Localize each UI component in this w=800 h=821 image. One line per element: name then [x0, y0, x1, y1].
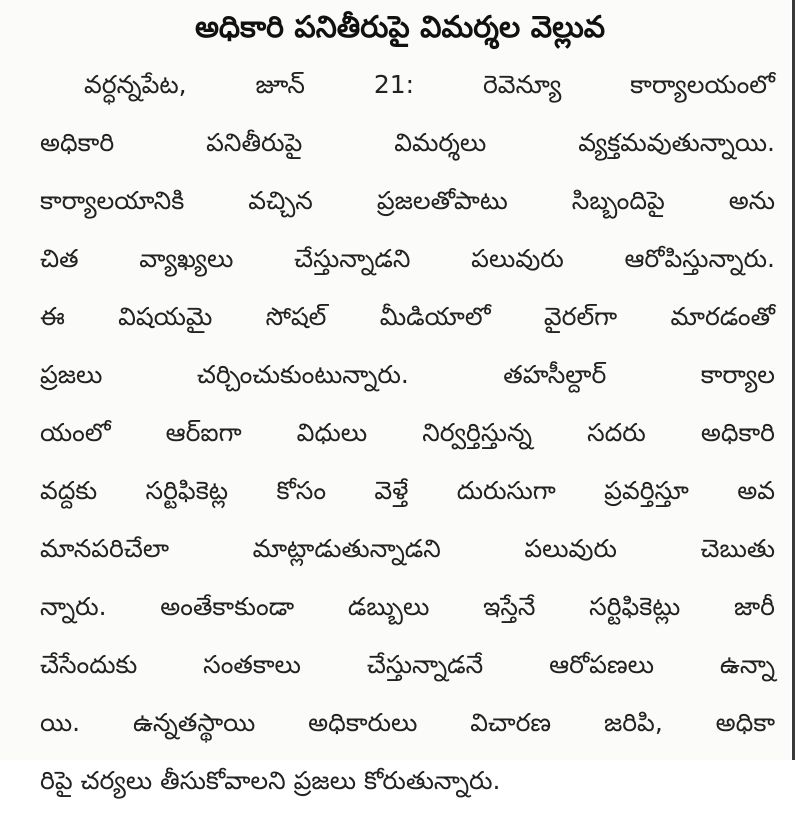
article-headline: అధికారి పనితీరుపై విమర్శల వెల్లువ	[194, 10, 606, 45]
article-line: కార్యాలయానికి వచ్చిన ప్రజలతోపాటు సిబ్బందిపై అను	[40, 186, 775, 215]
article-line: యి. ఉన్నతస్థాయి అధికారులు విచారణ జరిపి, అధికా	[40, 708, 775, 737]
article-line: న్నారు. అంతేకాకుండా డబ్బులు ఇస్తేనే సర్టిఫికెట్లు జారీ	[40, 592, 775, 621]
article-body	[40, 56, 775, 810]
article-line: మానపరిచేలా మాట్లాడుతున్నాడని పలువురు చెబుతు	[40, 534, 775, 563]
article-line: అధికారి పనితీరుపై విమర్శలు వ్యక్తమవుతున్నాయి.	[40, 128, 775, 157]
article-line: చేసేందుకు సంతకాలు చేస్తున్నాడనే ఆరోపణలు ఉన్నా	[40, 650, 775, 679]
article-line: వర్ధన్నపేట, జూన్ 21: రెవెన్యూ కార్యాలయంలో	[84, 70, 775, 99]
article-line: రిపై చర్యలు తీసుకోవాలని ప్రజలు కోరుతున్నారు.	[40, 766, 501, 795]
article-line: చిత వ్యాఖ్యలు చేస్తున్నాడని పలువురు ఆరోపిస్తున్నారు.	[40, 244, 775, 273]
article-line: ప్రజలు చర్చించుకుంటున్నారు. తహసీల్దార్ కార్యాల	[40, 360, 775, 389]
article-line: వద్దకు సర్టిఫికెట్ల కోసం వెళ్తే దురుసుగా ప్రవర్తిస్తూ అవ	[40, 476, 775, 505]
column-divider	[792, 0, 795, 760]
article-line: యంలో ఆర్‌ఐగా విధులు నిర్వర్తిస్తున్న సదరు అధికారి	[40, 418, 775, 447]
article-line: ఈ విషయమై సోషల్ మీడియాలో వైరల్‌గా మారడంతో	[40, 302, 775, 331]
